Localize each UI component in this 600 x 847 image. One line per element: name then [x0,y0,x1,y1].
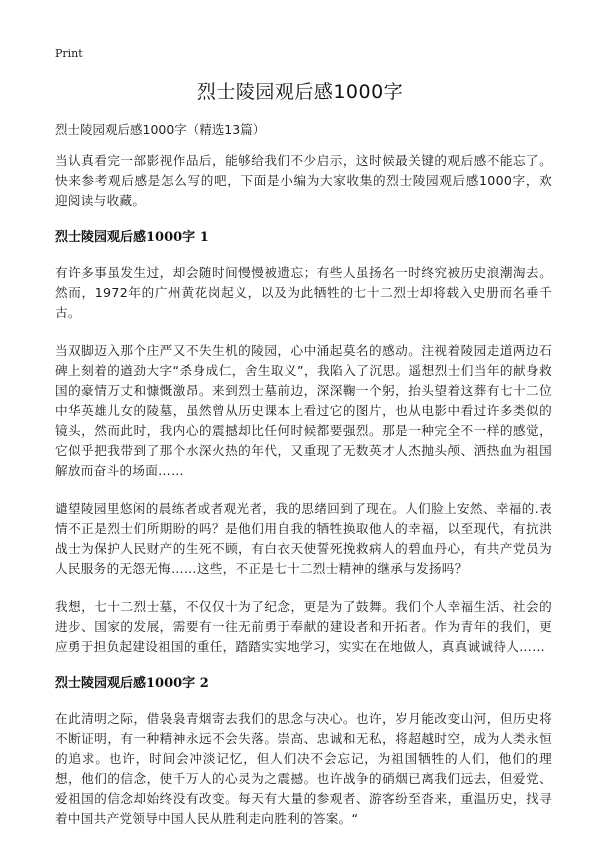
paragraph: 当双脚迈入那个庄严又不失生机的陵园，心中涌起莫名的感动。注视着陵园走道两边石碑上刻着的遒劲大字“杀身成仁，舍生取义”，我陷入了沉思。遥想烈士们当年的献身救国的豪情万丈和慷慨激昂。来到烈士墓前边，深深鞠一个躬，抬头望着这葬有七十二位中华英雄儿女的陵墓，虽然曾从历史课本上看过它的图片，也从电影中看过许多类似的镜头，然而此时，我内心的震撼却比任何时候都要强烈。那是一种完全不一样的感觉，它似乎把我带到了那个水深火热的年代，又重现了无数英才人杰抛头颅、洒热血为祖国解放而奋斗的场面…… [55,343,552,478]
paragraph: 在此清明之际，借袅袅青烟寄去我们的思念与决心。也许，岁月能改变山河，但历史将不断证明，有一种精神永远不会失落。崇高、忠诚和无私，将超越时空，成为人类永恒的追求。也许，时间会冲淡记忆，但人们决不会忘记，为祖国牺牲的人们，他们的理想，他们的信念，使千万人的心灵为之震撼。也许战争的硝烟已离我们远去，但爱党、爱祖国的信念却始终没有改变。每天有大量的参观者、游客纷至沓来，重温历史，找寻着中国共产党领导中国人民从胜利走向胜利的答案。“ [55,711,552,826]
section-1 [55,229,552,657]
paragraph: 谴望陵园里悠闲的晨练者或者观光者，我的思绪回到了现在。人们脸上安然、幸福的.表情不正是烈士们所期盼的吗？是他们用自我的牺牲换取他人的幸福，以至现代，有抗洪战士为保护人民财产的生死不顾，有白衣天使誓死挽救病人的碧血丹心，有共产党员为人民服务的无怨无悔……这些，不正是七十二烈士精神的继承与发扬吗？ [55,501,552,576]
article-subtitle: 烈士陵园观后感1000字（精选13篇） [55,122,266,137]
paragraph: 有许多事虽发生过，却会随时间慢慢被遗忘；有些人虽扬名一时终究被历史浪潮淘去。然而，1972年的广州黄花岗起义，以及为此牺牲的七十二烈士却将载入史册而名垂千古。 [55,265,552,320]
intro-paragraph: 当认真看完一部影视作品后，能够给我们不少启示，这时候最关键的观后感不能忘了。快来参考观后感是怎么写的吧，下面是小编为大家收集的烈士陵园观后感1000字，欢迎阅读与收藏。 [55,153,552,208]
section-heading: 烈士陵园观后感1000字 1 [55,230,209,245]
paragraph: 我想，七十二烈士墓，不仅仅十为了纪念，更是为了鼓舞。我们个人幸福生活、社会的进步、国家的发展，需要有一往无前勇于奉献的建设者和开拓者。作为青年的我们，更应勇于担负起建设祖国的重任，踏踏实实地学习，实实在在地做人，真真诚诚待人…… [55,599,552,654]
page-title: 烈士陵园观后感1000字 [196,81,404,103]
article-body [55,121,552,847]
section-heading: 烈士陵园观后感1000字 2 [55,676,209,691]
section-2 [55,675,552,829]
print-link[interactable]: Print [55,47,83,60]
